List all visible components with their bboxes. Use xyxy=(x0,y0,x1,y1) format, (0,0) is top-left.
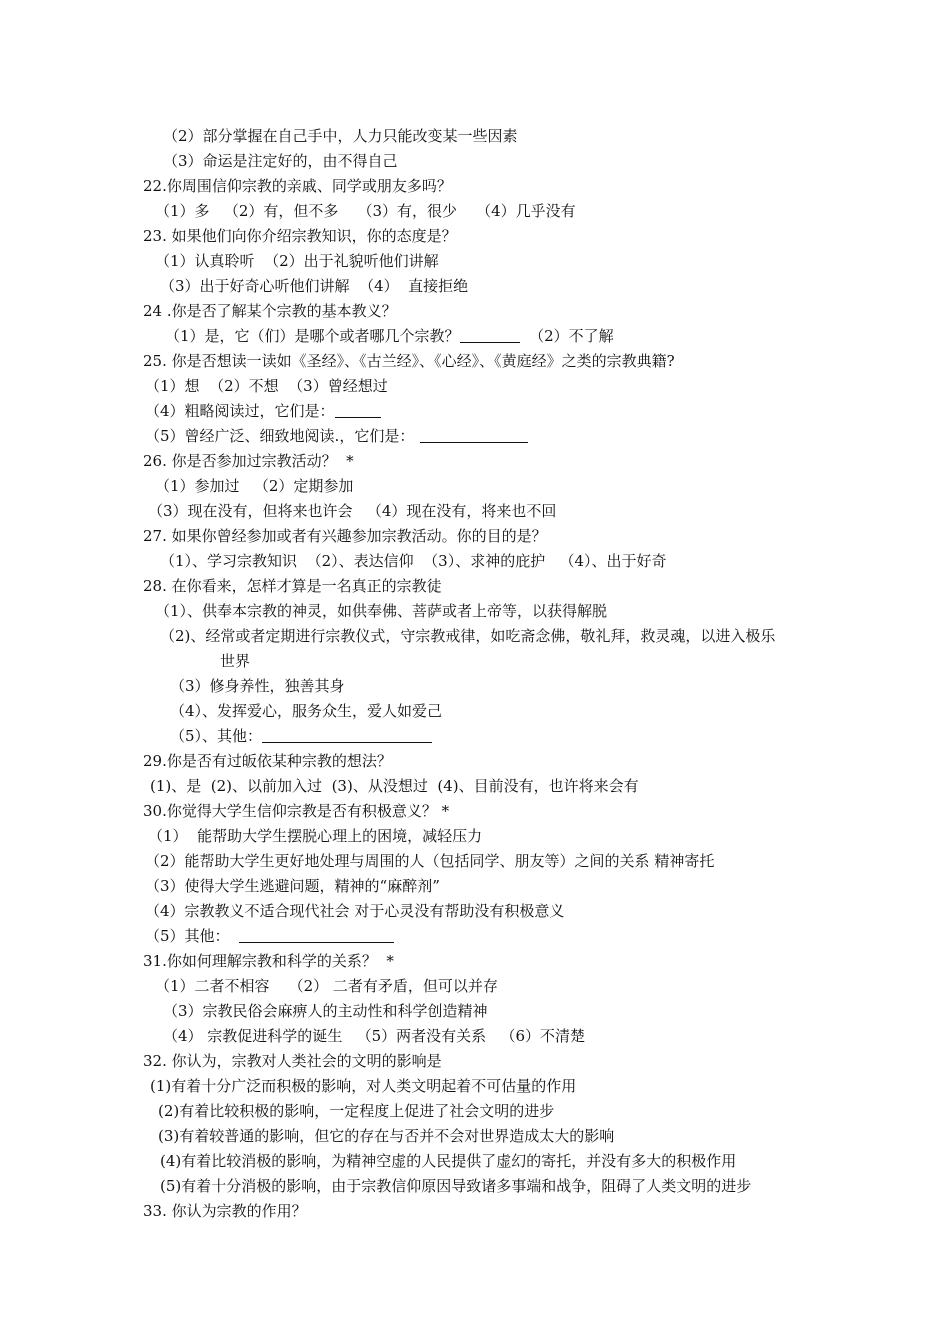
option-line: （1）想 （2）不想 （3）曾经想过 xyxy=(145,377,388,395)
option-line: （5）曾经广泛、细致地阅读.，它们是： xyxy=(145,426,528,446)
option-line: （3）现在没有，但将来也许会 （4）现在没有，将来也不回 xyxy=(148,502,557,520)
option-line: （1）是，它（们）是哪个或者哪几个宗教？ （2）不了解 xyxy=(165,327,614,345)
question-33: 33. 你认为宗教的作用？ xyxy=(143,1202,307,1220)
question-26: 26. 你是否参加过宗教活动？ * xyxy=(143,452,354,470)
answer-blank[interactable] xyxy=(335,402,381,418)
option-line: （3）宗教民俗会麻痹人的主动性和科学创造精神 xyxy=(163,1002,488,1020)
option-line: （1）参加过 （2）定期参加 xyxy=(155,477,354,495)
option-line: (1)有着十分广泛而积极的影响，对人类文明起着不可估量的作用 xyxy=(150,1077,577,1095)
question-28: 28. 在你看来，怎样才算是一名真正的宗教徒 xyxy=(143,577,442,595)
option-line: (4)有着比较消极的影响，为精神空虚的人民提供了虚幻的寄托，并没有多大的积极作用 xyxy=(160,1152,737,1170)
option-line: （4）粗略阅读过，它们是： xyxy=(145,401,381,421)
option-line: （4）、发挥爱心，服务众生，爱人如爱己 xyxy=(170,702,443,720)
option-line: （3）出于好奇心听他们讲解 （4） 直接拒绝 xyxy=(160,277,469,295)
option-line: (2)有着比较积极的影响，一定程度上促进了社会文明的进步 xyxy=(158,1102,555,1120)
question-30: 30.你觉得大学生信仰宗教是否有积极意义？ * xyxy=(143,802,450,820)
option-line: （4）宗教教义不适合现代社会 对于心灵没有帮助没有积极意义 xyxy=(145,902,565,920)
answer-blank[interactable] xyxy=(420,427,528,443)
option-line: (5)有着十分消极的影响，由于宗教信仰原因导致诸多事端和战争，阻碍了人类文明的进步 xyxy=(160,1177,752,1195)
question-22: 22.你周围信仰宗教的亲戚、同学或朋友多吗？ xyxy=(143,177,452,195)
option-line: （5）、其他： xyxy=(170,726,432,746)
question-25: 25. 你是否想读一读如《圣经》、《古兰经》、《心经》、《黄庭经》之类的宗教典籍? xyxy=(143,352,675,370)
option-line: （5）其他： xyxy=(145,926,394,946)
option-line: （3）使得大学生逃避问题，精神的“麻醉剂” xyxy=(145,877,440,895)
option-line-continued: 世界 xyxy=(220,652,251,670)
option-line: (3)有着较普通的影响，但它的存在与否并不会对世界造成太大的影响 xyxy=(158,1127,615,1145)
option-line: （3）命运是注定好的，由不得自己 xyxy=(163,152,398,170)
question-27: 27. 如果你曾经参加或者有兴趣参加宗教活动。你的目的是？ xyxy=(143,527,547,545)
option-line: （1）、学习宗教知识 （2）、表达信仰 （3）、求神的庇护 （4）、出于好奇 xyxy=(160,552,667,570)
option-line: （1）多 （2）有，但不多 （3）有，很少 （4）几乎没有 xyxy=(155,202,576,220)
question-31: 31.你如何理解宗教和科学的关系？ * xyxy=(143,952,394,970)
option-line: （1）、供奉本宗教的神灵，如供奉佛、菩萨或者上帝等，以获得解脱 xyxy=(155,602,608,620)
option-line: （2）能帮助大学生更好地处理与周围的人（包括同学、朋友等）之间的关系 精神寄托 xyxy=(145,852,715,870)
answer-blank[interactable] xyxy=(460,327,520,343)
option-line: （2)、经常或者定期进行宗教仪式，守宗教戒律，如吃斋念佛，敬礼拜，救灵魂，以进入极乐 xyxy=(160,627,776,645)
question-24: 24 .你是否了解某个宗教的基本教义？ xyxy=(143,302,397,320)
option-line: （2）部分掌握在自己手中，人力只能改变某一些因素 xyxy=(163,127,518,145)
question-29: 29.你是否有过皈依某种宗教的想法？ xyxy=(143,752,392,770)
option-line: （3）修身养性，独善其身 xyxy=(170,677,345,695)
question-32: 32. 你认为，宗教对人类社会的文明的影响是 xyxy=(143,1052,442,1070)
option-line: （1）二者不相容 （2） 二者有矛盾，但可以并存 xyxy=(155,977,498,995)
answer-blank[interactable] xyxy=(262,727,432,743)
answer-blank[interactable] xyxy=(239,927,394,943)
option-line: （1） 能帮助大学生摆脱心理上的困境，减轻压力 xyxy=(148,827,483,845)
option-line: （1）认真聆听 （2）出于礼貌听他们讲解 xyxy=(155,252,439,270)
question-23: 23. 如果他们向你介绍宗教知识，你的态度是？ xyxy=(143,227,457,245)
option-line: （4） 宗教促进科学的诞生 （5）两者没有关系 （6）不清楚 xyxy=(163,1027,586,1045)
option-line: (1)、是 (2)、以前加入过 (3)、从没想过 (4)、目前没有，也许将来会有 xyxy=(150,777,639,795)
